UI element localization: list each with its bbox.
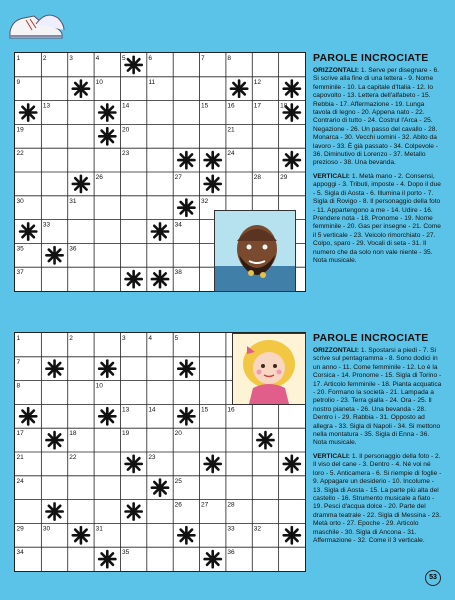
blocked-cell-star-icon: [205, 176, 221, 192]
clue-number: 27: [201, 501, 209, 509]
clue-number: 19: [16, 126, 24, 134]
blocked-cell-star-icon: [284, 81, 300, 97]
clue-number: 13: [42, 102, 51, 110]
clue-number: 16: [227, 102, 235, 110]
blocked-cell-star-icon: [152, 271, 168, 287]
blocked-cell-star-icon: [126, 57, 142, 73]
clue-number: 7: [16, 358, 21, 366]
clue-number: 25: [174, 477, 182, 485]
puzzle-1-across: [313, 67, 443, 168]
blocked-cell-star-icon: [126, 271, 142, 287]
blocked-cell-star-icon: [126, 503, 142, 519]
blocked-cell-star-icon: [178, 200, 194, 216]
blocked-cell-star-icon: [152, 223, 168, 239]
clue-number: 14: [121, 102, 130, 110]
blocked-cell-star-icon: [205, 456, 221, 472]
puzzle-1-down: [313, 173, 443, 265]
down-clues: 1. Metà mano - 2. Consensi, appoggi - 3. Tributi, imposte - 4. Dopo il due - 5. Sigla di Aosta - 6. Illumina il porto - 7. Sigla di Rovigo - 8. Il personaggio della foto - 11. Appartengono a me - 14. Udire - 16. Prendere nota - 18. Pronome - 19. Nome femminile - 20. Gas per insegne - 21. Come il 5 verticale - 23. Veicolo rimorchiato - 27. Colpo, sparo - 29. Vocali di seta - 31. Il numero che da solo non vale niente - 35. Nota musicale.: [313, 172, 441, 264]
clue-number: 29: [280, 174, 288, 181]
clue-number: 21: [16, 454, 24, 461]
clue-panel-2: [313, 332, 443, 550]
clue-number: 32: [201, 197, 209, 205]
clue-number: 8: [16, 382, 21, 390]
clue-number: 16: [227, 406, 235, 414]
clue-number: 9: [16, 78, 21, 86]
character-photo-1: [214, 210, 296, 292]
blocked-cell-star-icon: [46, 503, 62, 519]
clue-number: 15: [201, 406, 209, 414]
blocked-cell-star-icon: [46, 432, 62, 448]
clue-number: 34: [16, 549, 24, 557]
sneaker-icon: [6, 4, 66, 44]
puzzle-2-down: [313, 453, 443, 545]
clue-panel-1: [313, 52, 443, 270]
clue-number: 31: [69, 197, 77, 205]
clue-number: 5: [121, 55, 126, 62]
blocked-cell-star-icon: [20, 408, 36, 424]
blocked-cell-star-icon: [152, 480, 168, 496]
across-heading: ORIZZONTALI:: [313, 67, 360, 74]
clue-number: 26: [95, 174, 103, 181]
clue-number: 7: [201, 55, 205, 62]
clue-number: 24: [16, 477, 24, 485]
clue-number: 28: [227, 501, 235, 509]
clue-number: 12: [253, 78, 262, 86]
clue-number: 34: [174, 221, 182, 229]
clue-number: 32: [253, 525, 262, 533]
down-clues: 1. Il personaggio della foto - 2. Il viso del cane - 3. Dentro - 4. Né voi né loro - 5. Anticamera - 6. Si riempie di foglie - 9. Appagare un desiderio - 10. Incolume - 13. Sigla di Aosta - 15. La parte più alta del castello - 16. Strumento musicale a fiato - 19. Pesci d'acqua dolce - 20. Parte del dramma teatrale - 22. Sigla di Messina - 23. Metà orto - 27. Epoche - 29. Articolo maschile - 30. Sigla di Ancona - 31. Affermazione - 32. Come il 3 verticale.: [313, 452, 442, 544]
blocked-cell-star-icon: [231, 81, 247, 97]
clue-number: 22: [16, 150, 24, 158]
character-photo-2: [232, 333, 306, 405]
clue-number: 33: [42, 221, 51, 229]
across-heading: ORIZZONTALI:: [313, 347, 360, 354]
blocked-cell-star-icon: [178, 408, 194, 424]
blocked-cell-star-icon: [99, 104, 115, 120]
blocked-cell-star-icon: [257, 432, 273, 448]
clue-number: 30: [42, 525, 51, 533]
clue-number: 8: [227, 55, 232, 62]
clue-number: 4: [148, 335, 152, 342]
clue-number: 10: [95, 382, 103, 390]
clue-number: 4: [95, 55, 100, 62]
clue-number: 36: [69, 245, 77, 253]
clue-number: 28: [253, 174, 262, 181]
blocked-cell-star-icon: [73, 527, 89, 543]
clue-number: 19: [121, 430, 130, 438]
blocked-cell-star-icon: [126, 456, 142, 472]
blocked-cell-star-icon: [73, 176, 89, 192]
clue-number: 2: [42, 55, 47, 62]
clue-number: 1: [16, 335, 21, 342]
blocked-cell-star-icon: [284, 527, 300, 543]
clue-number: 33: [227, 525, 235, 533]
clue-number: 15: [201, 102, 209, 110]
clue-number: 6: [148, 55, 152, 62]
clue-number: 26: [174, 501, 182, 509]
clue-number: 13: [121, 406, 130, 414]
clue-number: 11: [148, 78, 156, 86]
blocked-cell-star-icon: [99, 408, 115, 424]
blocked-cell-star-icon: [20, 104, 36, 120]
blocked-cell-star-icon: [46, 361, 62, 377]
clue-number: 38: [174, 269, 182, 277]
puzzle-2-across: [313, 347, 443, 448]
blocked-cell-star-icon: [178, 527, 194, 543]
clue-number: 14: [148, 406, 156, 414]
blocked-cell-star-icon: [178, 152, 194, 168]
clue-number: 35: [121, 549, 130, 557]
clue-number: 17: [16, 430, 24, 438]
blocked-cell-star-icon: [205, 551, 221, 567]
clue-number: 22: [69, 454, 77, 461]
clue-number: 29: [16, 525, 24, 533]
page-number: 53: [425, 570, 441, 586]
clue-number: 20: [174, 430, 182, 438]
blocked-cell-star-icon: [73, 81, 89, 97]
clue-number: 17: [253, 102, 262, 110]
blocked-cell-star-icon: [99, 128, 115, 144]
across-clues: 1. Spostarsi a piedi - 7. Si scrive sul pentagramma - 8. Sono dodici in un anno - 11. Come femminile - 12. Lo è la Corsica - 14. Pronome - 15. Sigla di Torino - 17. Articolo femminile - 18. Pianta acquatica - 20. Formano la società - 21. Lampada a petrolio - 23. Terra gialla - 24. Ora - 25. Il nostro pianeta - 26. Una bevanda - 28. Dentro i - 29. Rabbia - 31. Opposto ad allegra - 33. Sigla di Napoli - 34. Si mettono nella montatura - 35. Sigla di Enna - 36. Nota musicale.: [313, 347, 442, 447]
clue-number: 37: [16, 269, 24, 277]
clue-number: 23: [121, 150, 130, 158]
clue-number: 27: [174, 174, 182, 181]
clue-number: 2: [69, 335, 73, 342]
clue-number: 18: [69, 430, 77, 438]
blocked-cell-star-icon: [284, 456, 300, 472]
clue-number: 20: [121, 126, 130, 134]
clue-number: 24: [227, 150, 235, 158]
clue-number: 18: [280, 102, 288, 110]
clue-number: 35: [16, 245, 24, 253]
clue-number: 30: [16, 197, 24, 205]
blocked-cell-star-icon: [99, 361, 115, 377]
clue-number: 31: [95, 525, 103, 533]
across-clues: 1. Serve per disegnare - 6. Si scrive alla fine di una lettera - 9. Nome femminile - 10. La capitale d'Italia - 12. Io capovolto - 13. Lettera dell'alfabeto - 15. Rebbia - 17. Affermazione - 19. Lunga tavola di legno - 20. Appena nato - 22. Contrario di tutto - 24. Costrul l'Arca - 25. Negazione - 26. Un passo del cavallo - 28. Monarca - 30. Vecchi uomini - 32. Abito da lavoro - 33. È già passato - 34. Colpevole - 36. Diminutivo di Lorenzo - 37. Metallo prezioso - 38. Una bevanda.: [313, 67, 439, 167]
clue-number: 21: [227, 126, 235, 134]
blocked-cell-star-icon: [20, 223, 36, 239]
down-heading: VERTICALI:: [313, 172, 350, 180]
clue-number: 3: [69, 55, 73, 62]
doll-illustration: [233, 334, 305, 404]
puzzle-1-title: PAROLE INCROCIATE: [313, 52, 429, 64]
down-heading: VERTICALI:: [313, 452, 350, 460]
blocked-cell-star-icon: [178, 361, 194, 377]
clue-number: 36: [227, 549, 235, 557]
clue-number: 10: [95, 78, 103, 86]
blocked-cell-star-icon: [205, 152, 221, 168]
clue-number: 3: [121, 335, 126, 342]
blocked-cell-star-icon: [99, 551, 115, 567]
bearded-man-illustration: [215, 211, 295, 291]
puzzle-2-title: PAROLE INCROCIATE: [313, 332, 429, 344]
clue-number: 5: [174, 335, 179, 342]
blocked-cell-star-icon: [284, 152, 300, 168]
blocked-cell-star-icon: [46, 247, 62, 263]
clue-number: 1: [16, 55, 21, 62]
clue-number: 23: [148, 454, 156, 461]
